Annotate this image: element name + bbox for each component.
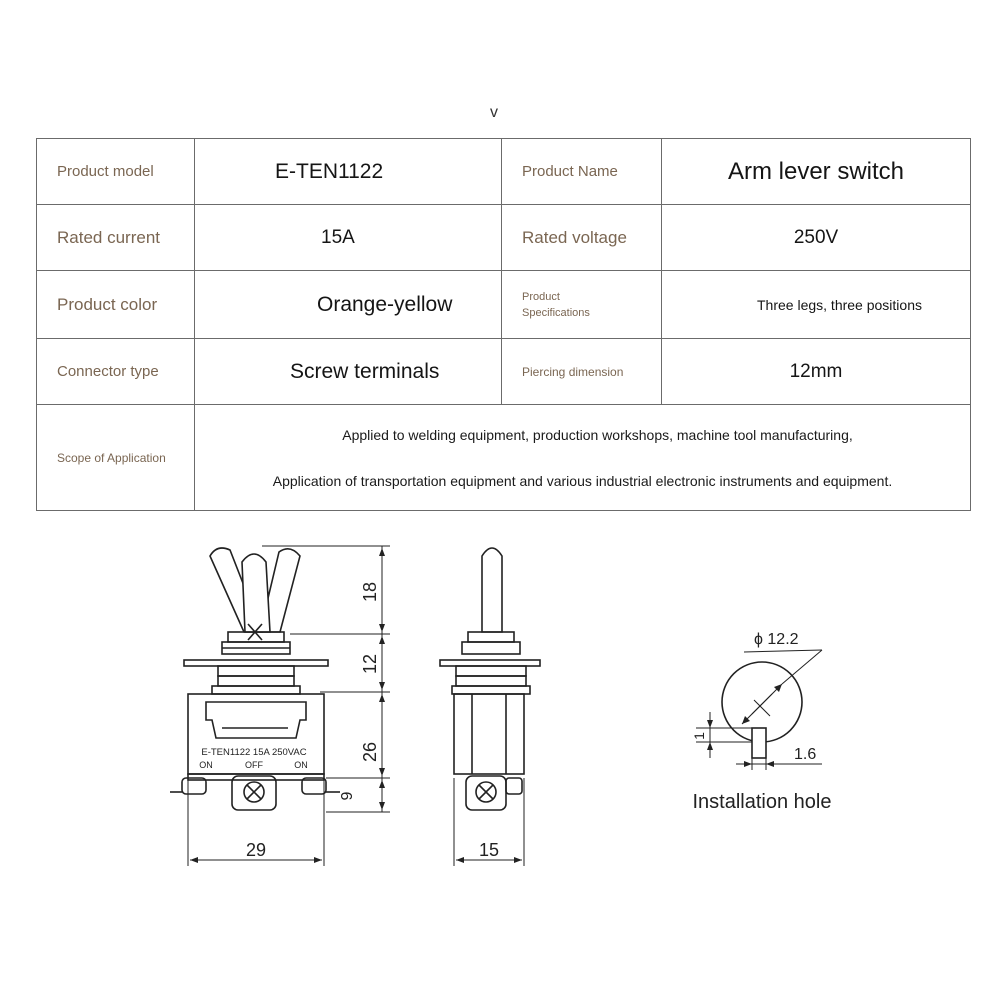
position-right-label: ON	[294, 760, 308, 770]
switch-marking: E-TEN1122 15A 250VAC	[201, 747, 307, 758]
spec-row-connector	[37, 339, 971, 405]
label-product-name: Product Name	[502, 139, 662, 205]
side-body	[454, 694, 524, 774]
label-connector-type: Connector type	[37, 339, 195, 405]
position-left-label: ON	[199, 760, 213, 770]
hole-key-slot	[752, 728, 766, 758]
label-rated-current: Rated current	[37, 205, 195, 271]
spec-row-scope	[37, 405, 971, 511]
value-rated-voltage: 250V	[662, 205, 971, 271]
value-product-model: E-TEN1122	[195, 139, 502, 205]
label-product-specifications-text: Product Specifications	[522, 290, 590, 319]
dim-side-width: 15	[478, 840, 500, 860]
spec-row-model	[37, 139, 971, 205]
spec-row-rating	[37, 205, 971, 271]
spec-table	[36, 138, 971, 511]
label-scope-of-application: Scope of Application	[37, 405, 195, 511]
side-view	[440, 548, 540, 866]
mounting-plate	[184, 660, 328, 666]
dim-key-height: 1	[691, 732, 707, 740]
value-product-specifications: Three legs, three positions	[662, 271, 971, 339]
dim-bushing-height: 12	[360, 653, 380, 675]
side-lever	[482, 548, 502, 632]
label-product-color: Product color	[37, 271, 195, 339]
scope-line-1: Applied to welding equipment, production workshops, machine tool manufacturing,	[342, 426, 853, 443]
value-product-name: Arm lever switch	[662, 139, 971, 205]
side-mounting-plate	[440, 660, 540, 666]
installation-hole-caption: Installation hole	[692, 791, 832, 813]
front-view	[170, 546, 390, 866]
label-piercing-dimension: Piercing dimension	[502, 339, 662, 405]
dim-terminal-height: 9	[339, 791, 356, 801]
dim-lever-height: 18	[360, 581, 380, 603]
label-rated-voltage: Rated voltage	[502, 205, 662, 271]
label-product-specifications	[502, 271, 662, 339]
scope-line-2: Application of transportation equipment and various industrial electronic instruments and equipment.	[272, 472, 893, 489]
body-window	[206, 702, 306, 738]
value-piercing-dimension: 12mm	[662, 339, 971, 405]
value-rated-current: 15A	[195, 205, 502, 271]
position-center-label: OFF	[245, 760, 263, 770]
dim-hole-diameter: ϕ 12.2	[754, 631, 799, 648]
bushing-thread-2	[218, 676, 294, 686]
bushing-base	[212, 686, 300, 694]
value-scope-of-application	[195, 405, 971, 511]
bushing-thread-1	[218, 666, 294, 676]
dim-key-width: 1.6	[794, 746, 817, 763]
technical-drawing	[0, 520, 1001, 920]
side-bushing-nut	[462, 642, 520, 654]
value-connector-type: Screw terminals	[195, 339, 502, 405]
side-bushing-top	[468, 632, 514, 642]
label-product-model: Product model	[37, 139, 195, 205]
header-mark: v	[490, 104, 498, 121]
spec-row-color	[37, 271, 971, 339]
dim-front-width: 29	[245, 840, 267, 860]
lever-center-position	[242, 554, 270, 632]
value-product-color: Orange-yellow	[195, 271, 502, 339]
dim-body-height: 26	[360, 741, 380, 763]
